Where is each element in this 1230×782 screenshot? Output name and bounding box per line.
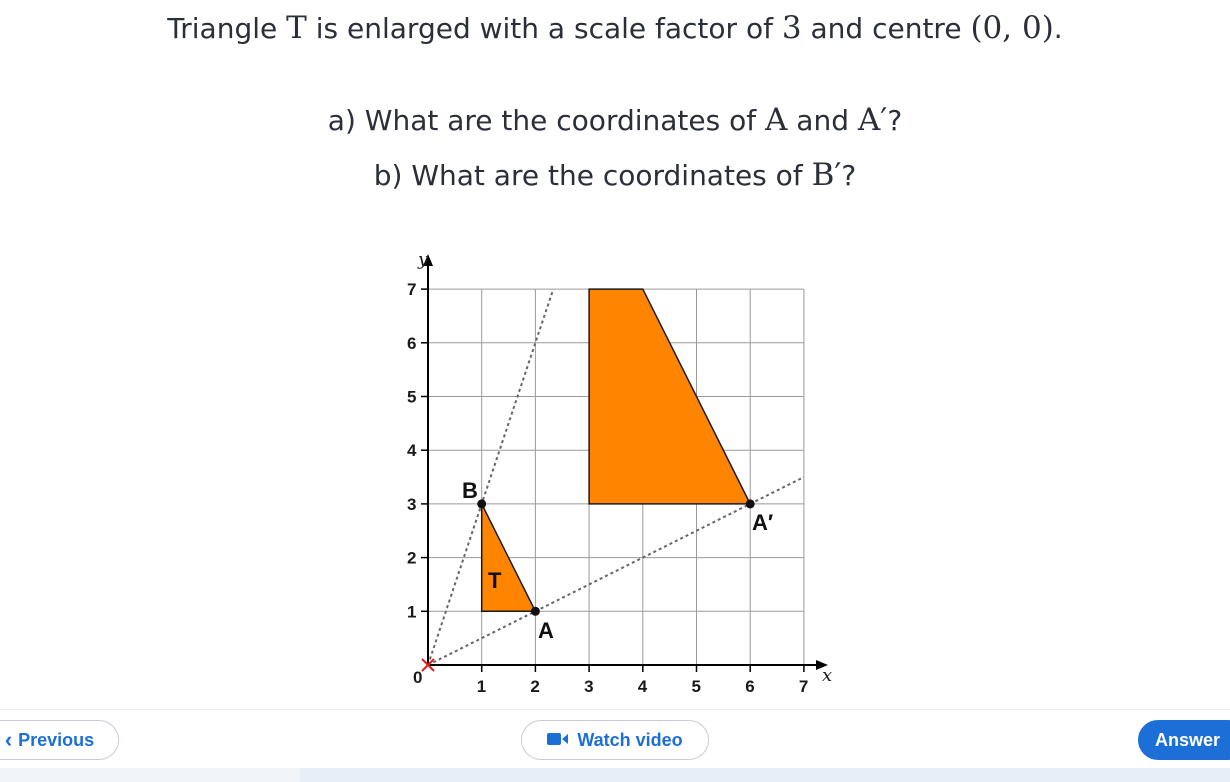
x-axis-label: x [822,665,833,686]
triangle-t-label: T [488,568,502,593]
chevron-left-icon: ‹ [4,727,13,752]
y-tick-label: 3 [407,494,417,514]
watch-video-button[interactable]: Watch video [521,720,709,760]
bottom-bar-tab [0,768,300,782]
x-tick-label: 5 [691,677,701,696]
x-tick-label: 1 [476,677,487,696]
point-a-prime [746,499,755,508]
point-a [531,607,540,616]
y-tick-label: 2 [407,548,417,568]
point-a-label: A [538,618,554,643]
point-a-prime-label: A′ [752,510,774,535]
origin-label: 0 [413,668,423,687]
x-tick-label: 6 [745,677,755,696]
y-tick-label: 1 [407,602,417,622]
question-statement: Triangle T is enlarged with a scale factor of 3 and centre (0, 0). [167,10,1063,46]
point-b [477,499,486,508]
x-tick-label: 2 [530,677,540,696]
point-b-label: B [462,478,478,503]
previous-button[interactable]: ‹ Previous [0,720,119,760]
y-tick-label: 4 [407,441,417,461]
y-tick-label: 6 [407,333,417,353]
scale-factor: 3 [781,10,802,46]
footer-divider [0,709,1230,710]
shape-name: T [286,10,307,46]
x-tick-label: 3 [584,677,594,696]
x-tick-label: 4 [637,677,648,696]
y-tick-label: 7 [407,280,417,300]
video-camera-icon [547,730,569,751]
question-part-b: b) What are the coordinates of B′? [373,157,857,193]
question-part-a: a) What are the coordinates of A and A′? [327,102,903,138]
y-axis-label: y [418,249,429,270]
answer-button[interactable]: Answer [1138,720,1230,760]
x-tick-label: 7 [798,677,809,696]
y-tick-label: 5 [407,387,417,407]
centre-coordinates: (0, 0) [970,10,1054,46]
